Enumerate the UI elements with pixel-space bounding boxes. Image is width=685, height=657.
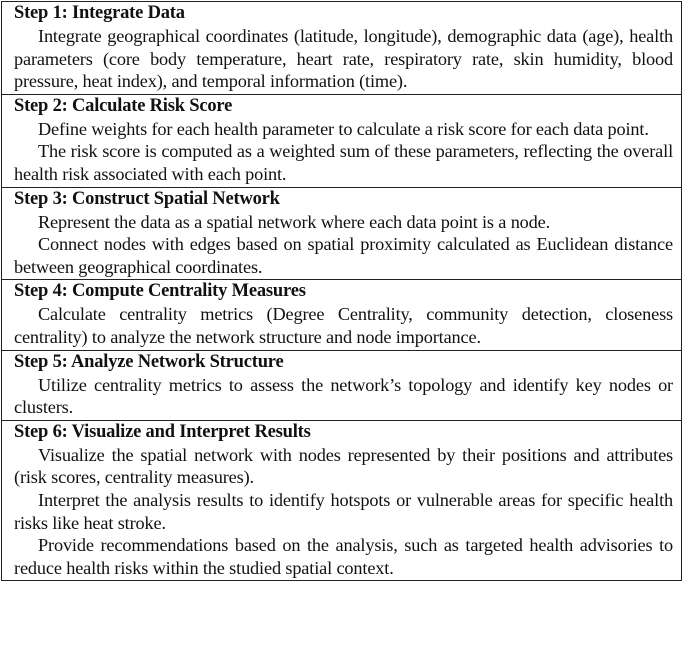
- step-title: Step 3: Construct Spatial Network: [14, 188, 280, 209]
- step-text: Interpret the analysis results to identify hotspots or vulnerable areas for specific health risks like heat stroke.: [14, 489, 673, 533]
- step-6: [2, 420, 681, 581]
- step-text: Connect nodes with edges based on spatial proximity calculated as Euclidean distance between geographical coordinates.: [14, 234, 673, 277]
- step-text: Visualize the spatial network with nodes represented by their positions and attributes (risk scores, centrality measures).: [14, 444, 673, 488]
- steps-table: [1, 1, 682, 581]
- step-title: Step 2: Calculate Risk Score: [14, 95, 233, 116]
- step-3: [2, 187, 681, 280]
- step-text: Represent the data as a spatial network where each data point is a node.: [38, 211, 551, 232]
- step-2: [2, 94, 681, 187]
- step-text: Utilize centrality metrics to assess the network’s topology and identify key nodes or clusters.: [14, 374, 673, 418]
- step-title: Step 6: Visualize and Interpret Results: [14, 421, 311, 442]
- step-1: [2, 2, 681, 94]
- step-text: Integrate geographical coordinates (latitude, longitude), demographic data (age), health parameters (core body temperature, heart rate, respiratory rate, skin humidity, blood pressure, heat index), and temporal information (time).: [14, 26, 673, 92]
- step-title: Step 1: Integrate Data: [14, 3, 185, 23]
- step-5: [2, 350, 681, 420]
- step-4: [2, 279, 681, 349]
- step-text: Provide recommendations based on the analysis, such as targeted health advisories to reduce health risks within the studied spatial context.: [14, 535, 673, 578]
- step-title: Step 5: Analyze Network Structure: [14, 351, 284, 372]
- step-title: Step 4: Compute Centrality Measures: [14, 281, 306, 302]
- step-text: Define weights for each health parameter to calculate a risk score for each data point.: [38, 118, 649, 139]
- step-text: Calculate centrality metrics (Degree Centrality, community detection, closeness centrality) to analyze the network structure and node importance.: [14, 304, 673, 347]
- step-text: The risk score is computed as a weighted sum of these parameters, reflecting the overall health risk associated with each point.: [14, 141, 673, 184]
